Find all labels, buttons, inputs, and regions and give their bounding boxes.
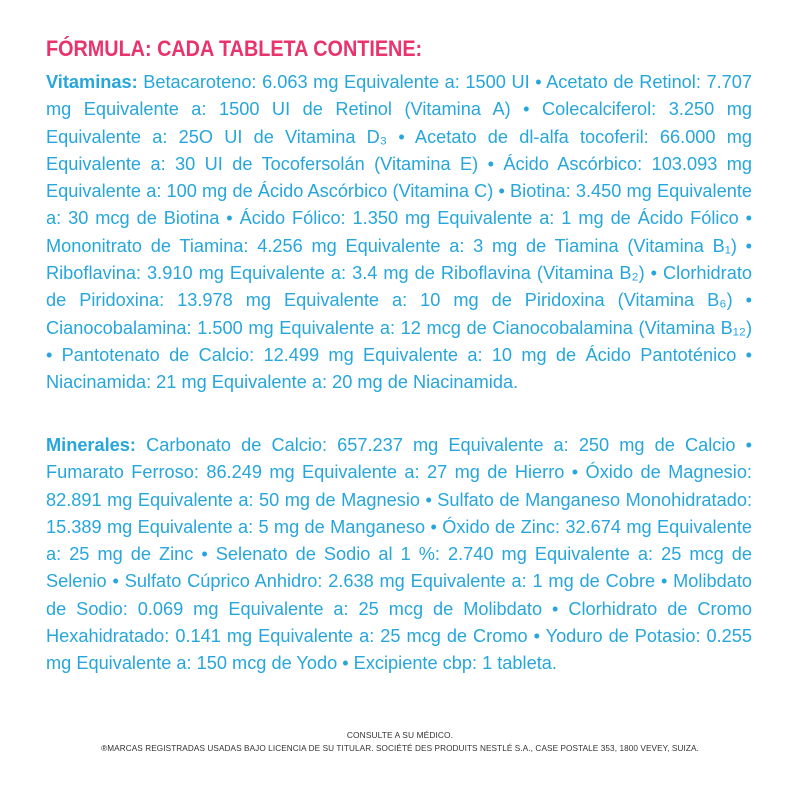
vitamins-label: Vitaminas: [46, 72, 138, 92]
vitamins-paragraph [46, 69, 752, 397]
minerals-paragraph [46, 432, 752, 678]
minerals-label: Minerales: [46, 435, 136, 455]
trademark-note: ®MARCAS REGISTRADAS USADAS BAJO LICENCIA DE SU TITULAR. SOCIÉTÉ DES PRODUITS NESTLÉ S.A., CASE POSTALE 353, 1800 VEVEY, SUIZA. [101, 744, 699, 753]
formula-heading: FÓRMULA: CADA TABLETA CONTIENE: [46, 36, 423, 61]
consult-doctor-note: CONSULTE A SU MÉDICO. [346, 730, 454, 740]
vitamins-text: Betacaroteno: 6.063 mg Equivalente a: 1500 UI • Acetato de Retinol: 7.707 mg Equivalente a: 1500 UI de Retinol (Vitamina A) • Colecalciferol: 3.250 mg Equivalente a: 25O UI de Vitamina D₃ • Acetato de dl-alfa tocoferil: 66.000 mg Equivalente a: 30 UI de Tocofersolán (Vitamina E) • Ácido Ascórbico: 103.093 mg Equivalente a: 100 mg de Ácido Ascórbico (Vitamina C) • Biotina: 3.450 mg Equivalente a: 30 mcg de Biotina • Ácido Fólico: 1.350 mg Equivalente a: 1 mg de Ácido Fólico • Mononitrato de Tiamina: 4.256 mg Equivalente a: 3 mg de Tiamina (Vitamina B₁) • Riboflavina: 3.910 mg Equivalente a: 3.4 mg de Riboflavina (Vitamina B₂) • Clorhidrato de Piridoxina: 13.978 mg Equivalente a: 10 mg de Piridoxina (Vitamina B₆) • Cianocobalamina: 1.500 mg Equivalente a: 12 mcg de Cianocobalamina (Vitamina B₁₂) • Pantotenato de Calcio: 12.499 mg Equivalente a: 10 mg de Ácido Pantoténico • Niacinamida: 21 mg Equivalente a: 20 mg de Niacinamida. [46, 72, 752, 393]
minerals-text: Carbonato de Calcio: 657.237 mg Equivalente a: 250 mg de Calcio • Fumarato Ferroso: 86.249 mg Equivalente a: 27 mg de Hierro • Óxido de Magnesio: 82.891 mg Equivalente a: 50 mg de Magnesio • Sulfato de Manganeso Monohidratado: 15.389 mg Equivalente a: 5 mg de Manganeso • Óxido de Zinc: 32.674 mg Equivalente a: 25 mg de Zinc • Selenato de Sodio al 1 %: 2.740 mg Equivalente a: 25 mcg de Selenio • Sulfato Cúprico Anhidro: 2.638 mg Equivalente a: 1 mg de Cobre • Molibdato de Sodio: 0.069 mg Equivalente a: 25 mcg de Molibdato • Clorhidrato de Cromo Hexahidratado: 0.141 mg Equivalente a: 25 mcg de Cromo • Yoduro de Potasio: 0.255 mg Equivalente a: 150 mcg de Yodo • Excipiente cbp: 1 tableta. [46, 435, 752, 674]
